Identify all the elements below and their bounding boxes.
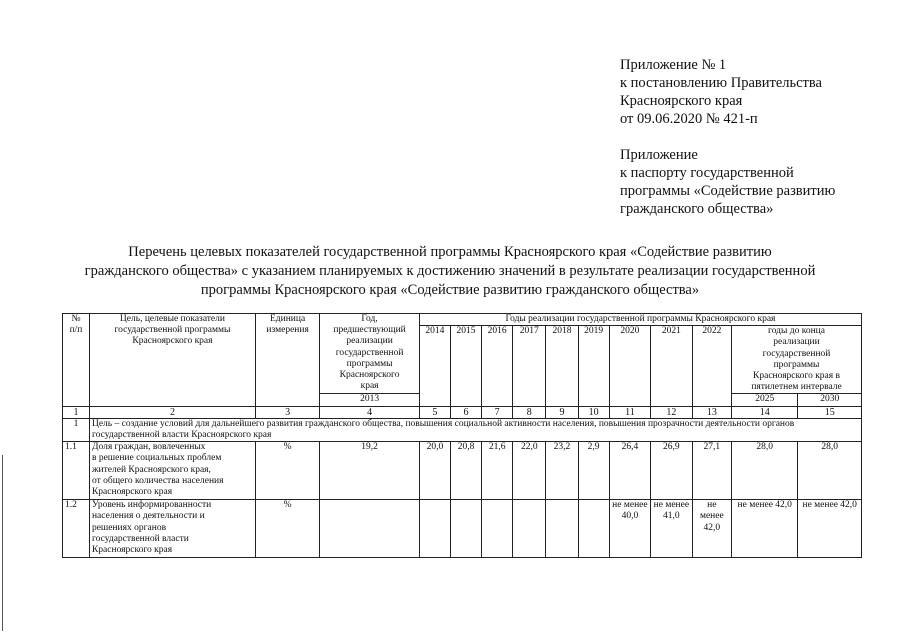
- year-value: [578, 500, 609, 558]
- appendix-line: гражданского общества»: [620, 201, 774, 217]
- column-number: 14: [732, 406, 798, 418]
- header-target-year: 2030: [798, 394, 862, 406]
- column-number: 6: [450, 406, 481, 418]
- header-year: 2018: [546, 326, 578, 406]
- year-value: 26,4: [609, 442, 650, 500]
- target-2030-value: не менее 42,0: [798, 500, 862, 558]
- base-value: [320, 500, 420, 558]
- unit-cell: %: [255, 442, 319, 500]
- header-year: 2020: [609, 326, 650, 406]
- year-value: не менее 40,0: [609, 500, 650, 558]
- indicator-name: Уровень информированности населения о деятельности и решениях органов государственной власти Красноярского края: [89, 500, 255, 558]
- column-number: 8: [513, 406, 546, 418]
- column-number: 7: [482, 406, 513, 418]
- base-value: 19,2: [320, 442, 420, 500]
- year-value: 26,9: [651, 442, 692, 500]
- appendix-line: к паспорту государственной: [620, 165, 794, 181]
- header-no: № п/п: [63, 314, 90, 407]
- title-line: программы Красноярского края «Содействие развитию гражданского общества»: [200, 282, 700, 298]
- column-number: 4: [320, 406, 420, 418]
- column-number-row: [63, 406, 862, 418]
- indicator-name: Доля граждан, вовлеченных в решение социальных проблем жителей Красноярского края, от общего количества населения Красноярского края: [89, 442, 255, 500]
- year-value: не менее 42,0: [692, 500, 731, 558]
- header-target-year: 2025: [732, 394, 798, 406]
- document-title: [60, 243, 840, 300]
- scan-margin-line: [2, 455, 3, 631]
- column-number: 3: [255, 406, 319, 418]
- column-number: 1: [63, 406, 90, 418]
- header-year: 2014: [419, 326, 450, 406]
- target-2030-value: 28,0: [798, 442, 862, 500]
- goal-row: [63, 418, 862, 441]
- approval-line: от 09.06.2020 № 421-п: [620, 111, 758, 127]
- indicators-table: [62, 313, 862, 558]
- header-year: 2019: [578, 326, 609, 406]
- header-prev-year: Год, предшествующий реализации государственной программы Красноярского края: [320, 314, 420, 394]
- spacer: [620, 128, 835, 146]
- year-value: 23,2: [546, 442, 578, 500]
- goal-number: 1: [63, 418, 90, 441]
- year-value: 22,0: [513, 442, 546, 500]
- target-2025-value: 28,0: [732, 442, 798, 500]
- year-value: [546, 500, 578, 558]
- year-value: [419, 500, 450, 558]
- column-number: 13: [692, 406, 731, 418]
- appendix-line: Приложение: [620, 147, 698, 163]
- year-value: 2,9: [578, 442, 609, 500]
- header-year: 2021: [651, 326, 692, 406]
- header-year: 2015: [450, 326, 481, 406]
- header-year: 2017: [513, 326, 546, 406]
- column-number: 9: [546, 406, 578, 418]
- column-number: 15: [798, 406, 862, 418]
- year-value: 20,0: [419, 442, 450, 500]
- unit-cell: %: [255, 500, 319, 558]
- header-prev-year-value: 2013: [320, 394, 420, 406]
- title-line: гражданского общества» с указанием планируемых к достижению значений в результате реализации государственной: [84, 263, 816, 279]
- column-number: 11: [609, 406, 650, 418]
- appendix-line: программы «Содействие развитию: [620, 183, 836, 199]
- header-goal: Цель, целевые показатели государственной программы Красноярского края: [89, 314, 255, 407]
- header-year: 2022: [692, 326, 731, 406]
- header-five-year: годы до конца реализации государственной программы Красноярского края в пятилетнем интервале: [732, 326, 862, 394]
- header-unit: Единица измерения: [255, 314, 319, 407]
- year-value: [482, 500, 513, 558]
- year-value: 27,1: [692, 442, 731, 500]
- header-row: [63, 314, 862, 326]
- column-number: 12: [651, 406, 692, 418]
- approval-line: к постановлению Правительства: [620, 75, 822, 91]
- goal-text: Цель – создание условий для дальнейшего развития гражданского общества, повышения социальной активности населения, повышения прозрачности деятельности органов государственной власти Красноярского края: [89, 418, 861, 441]
- year-value: 20,8: [450, 442, 481, 500]
- approval-block: [620, 56, 835, 218]
- column-number: 5: [419, 406, 450, 418]
- row-number: 1.2: [63, 500, 90, 558]
- year-value: [450, 500, 481, 558]
- year-value: не менее 41,0: [651, 500, 692, 558]
- title-line: Перечень целевых показателей государственной программы Красноярского края «Содействие развитию: [128, 244, 772, 260]
- column-number: 10: [578, 406, 609, 418]
- approval-line: Красноярского края: [620, 93, 743, 109]
- year-value: 21,6: [482, 442, 513, 500]
- year-value: [513, 500, 546, 558]
- column-number: 2: [89, 406, 255, 418]
- row-number: 1.1: [63, 442, 90, 500]
- approval-line: Приложение № 1: [620, 57, 727, 73]
- header-years-group: Годы реализации государственной программы Красноярского края: [419, 314, 861, 326]
- target-2025-value: не менее 42,0: [732, 500, 798, 558]
- table-row: [63, 442, 862, 500]
- table-row: [63, 500, 862, 558]
- header-year: 2016: [482, 326, 513, 406]
